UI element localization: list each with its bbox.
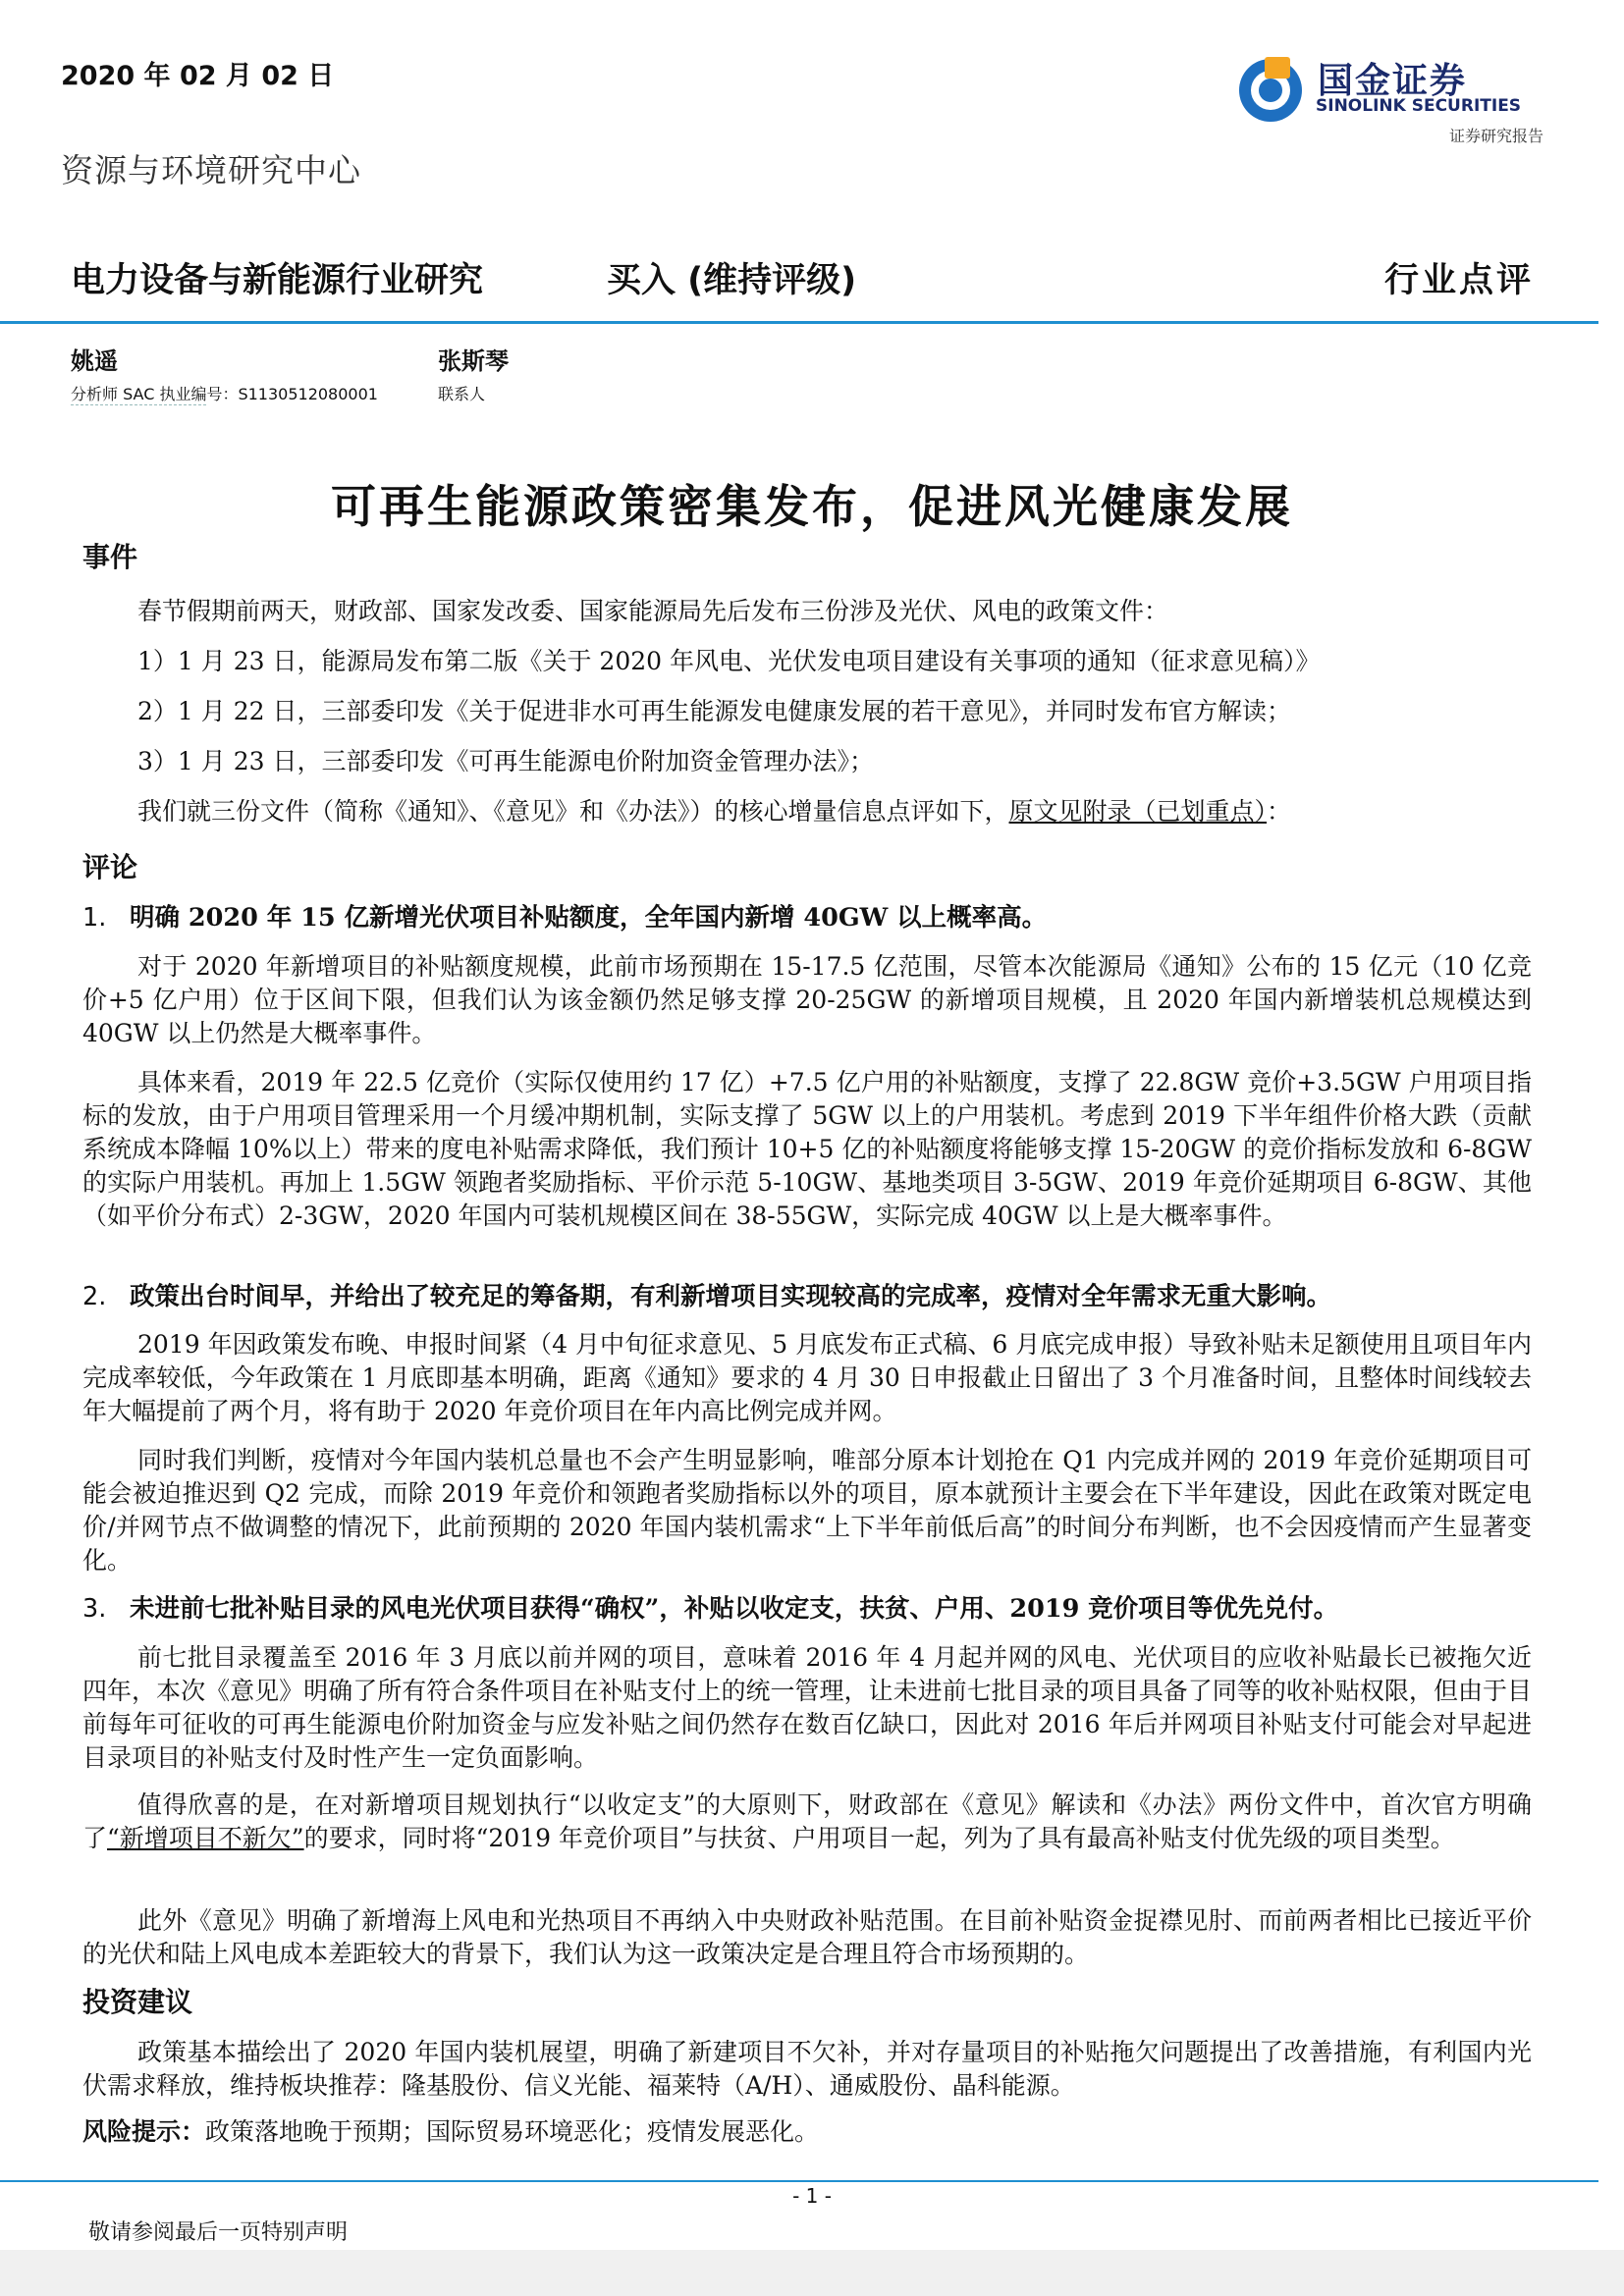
event-summary xyxy=(82,795,1532,828)
risk-label: 风险提示： xyxy=(82,2117,206,2146)
research-center: 资源与环境研究中心 xyxy=(61,151,361,189)
event-item-1: 1）1 月 23 日，能源局发布第二版《关于 2020 年风电、光伏发电项目建设有关事项的通知（征求意见稿）》 xyxy=(137,647,1321,675)
analyst-2 xyxy=(438,342,509,404)
analyst-1 xyxy=(71,342,378,404)
report-title: 可再生能源政策密集发布，促进风光健康发展 xyxy=(331,480,1293,533)
logo-subtitle: 证券研究报告 xyxy=(1448,127,1543,145)
point-3-paragraph-2 xyxy=(82,1789,1532,1855)
industry-title: 电力设备与新能源行业研究 xyxy=(71,261,484,300)
event-intro: 春节假期前两天，财政部、国家发改委、国家能源局先后发布三份涉及光伏、风电的政策文件： xyxy=(137,597,1169,625)
logo-chinese-name: 国金证券 xyxy=(1318,61,1468,101)
analyst-divider xyxy=(71,404,206,405)
sinolink-logo xyxy=(1235,51,1549,145)
heading-investment: 投资建议 xyxy=(82,1986,193,2018)
report-date: 2020 年 02 月 02 日 xyxy=(61,61,335,91)
event-summary-text: 我们就三份文件（简称《通知》、《意见》和《办法》）的核心增量信息点评如下， xyxy=(137,797,1009,826)
page-number: - 1 - xyxy=(792,2184,832,2208)
header-rule xyxy=(0,321,1598,324)
point-1-paragraph-1: 对于 2020 年新增项目的补贴额度规模，此前市场预期在 15-17.5 亿范围，尽管本次能源局《通知》公布的 15 亿元（10 亿竞价+5 亿户用）位于区间下限，但我们认为该金额仍然足够支撑 20-25GW 的新增项目规模，且 2020 年国内新增装机总规模达到 40GW 以上仍然是大概率事件。 xyxy=(82,952,1532,1047)
point-2-paragraph-2: 同时我们判断，疫情对今年国内装机总量也不会产生明显影响，唯部分原本计划抢在 Q1 内完成并网的 2019 年竞价延期项目可能会被迫推迟到 Q2 完成，而除 2019 年竞价和领跑者奖励指标以外的项目，原本就预计主要会在下半年建设，因此在政策对既定电价/并网节点不做调整的情况下，此前预期的 2020 年国内装机需求“上下半年前低后高”的时间分布判断，也不会因疫情而产生显著变化。 xyxy=(82,1446,1532,1575)
logo-english-name: SINOLINK SECURITIES xyxy=(1316,96,1522,116)
point-number: 2. xyxy=(82,1282,107,1311)
point-2-title xyxy=(82,1280,1532,1313)
point-title-text: 明确 2020 年 15 亿新增光伏项目补贴额度，全年国内新增 40GW 以上概率高。 xyxy=(130,903,1048,933)
point-title-text: 未进前七批补贴目录的风电光伏项目获得“确权”，补贴以收定支，扶贫、户用、2019 竞价项目等优先兑付。 xyxy=(130,1594,1339,1624)
sinolink-logo-icon xyxy=(1235,53,1306,124)
heading-comment: 评论 xyxy=(82,851,138,883)
point-3-paragraph-2-b: 的要求，同时将“2019 年竞价项目”与扶贫、户用项目一起，列为了具有最高补贴支付优先级的项目类型。 xyxy=(303,1824,1455,1852)
point-2-paragraph-1: 2019 年因政策发布晚、申报时间紧（4 月中旬征求意见、5 月底发布正式稿、6 月底完成申报）导致补贴未足额使用且项目年内完成率较低，今年政策在 1 月底即基本明确，距离《通知》要求的 4 月 30 日申报截止日留出了 3 个月准备时间，且整体时间线较去年大幅提前了两个月，将有助于 2020 年竞价项目在年内高比例完成并网。 xyxy=(82,1330,1532,1425)
point-3-paragraph-3: 此外《意见》明确了新增海上风电和光热项目不再纳入中央财政补贴范围。在目前补贴资金捉襟见肘、而前两者相比已接近平价的光伏和陆上风电成本差距较大的背景下，我们认为这一政策决定是合理且符合市场预期的。 xyxy=(82,1906,1532,1968)
disclaimer-note: 敬请参阅最后一页特别声明 xyxy=(88,2220,349,2245)
point-1-title xyxy=(82,901,1532,934)
event-summary-end: ： xyxy=(1267,797,1292,826)
appendix-link[interactable]: 原文见附录（已划重点） xyxy=(1008,797,1268,826)
analyst-name: 张斯琴 xyxy=(438,347,509,375)
point-3-paragraph-2-a: 值得欣喜的是，在对新增项目规划执行“以收定支”的大原则下，财政部在《意见》解读和《办法》两份文件中，首次官方明确了 xyxy=(82,1790,1532,1852)
event-item-3: 3）1 月 23 日，三部委印发《可再生能源电价附加资金管理办法》； xyxy=(137,747,874,775)
point-1-paragraph-2: 具体来看，2019 年 22.5 亿竞价（实际仅使用约 17 亿）+7.5 亿户用的补贴额度，支撑了 22.8GW 竞价+3.5GW 户用项目指标的发放，由于户用项目管理采用一个月缓冲期机制，实际支撑了 5GW 以上的户用装机。考虑到 2019 下半年组件价格大跌（贡献系统成本降幅 10%以上）带来的度电补贴需求降低，我们预计 10+5 亿的补贴额度将能够支撑 15-20GW 的竞价指标发放和 6-8GW 的实际户用装机。再加上 1.5GW 领跑者奖励指标、平价示范 5-10GW、基地类项目 3-5GW、2019 年竞价延期项目 6-8GW、其他（如平价分布式）2-3GW，2020 年国内可装机规模区间在 38-55GW，实际完成 40GW 以上是大概率事件。 xyxy=(82,1068,1532,1230)
underlined-phrase: “新增项目不新欠” xyxy=(107,1824,304,1852)
point-number: 1. xyxy=(82,903,107,933)
analyst-role: 联系人 xyxy=(438,385,486,403)
footer-rule xyxy=(0,2180,1598,2182)
point-3-title xyxy=(82,1592,1532,1626)
analyst-sac-number: 分析师 SAC 执业编号：S1130512080001 xyxy=(71,385,378,403)
event-item-2: 2）1 月 22 日，三部委印发《关于促进非水可再生能源发电健康发展的若干意见》，并同时发布官方解读； xyxy=(137,697,1291,725)
report-type: 行业点评 xyxy=(1383,260,1534,300)
risk-text: 政策落地晚于预期；国际贸易环境恶化；疫情发展恶化。 xyxy=(205,2117,820,2146)
investment-paragraph: 政策基本描绘出了 2020 年国内装机展望，明确了新建项目不欠补，并对存量项目的补贴拖欠问题提出了改善措施，有利国内光伏需求释放，维持板块推荐：隆基股份、信义光能、福莱特（A/H）、通威股份、晶科能源。 xyxy=(82,2038,1532,2100)
analyst-name: 姚遥 xyxy=(71,347,118,375)
point-title-text: 政策出台时间早，并给出了较充足的筹备期，有利新增项目实现较高的完成率，疫情对全年需求无重大影响。 xyxy=(130,1282,1332,1311)
risk-warning xyxy=(82,2112,819,2148)
rating: 买入 (维持评级) xyxy=(607,261,857,300)
heading-event: 事件 xyxy=(82,541,138,573)
point-number: 3. xyxy=(82,1594,107,1624)
point-3-paragraph-1: 前七批目录覆盖至 2016 年 3 月底以前并网的项目，意味着 2016 年 4 月起并网的风电、光伏项目的应收补贴最长已被拖欠近四年，本次《意见》明确了所有符合条件项目在补贴支付上的统一管理，让未进前七批目录的项目具备了同等的收补贴权限，但由于目前每年可征收的可再生能源电价附加资金与应发补贴之间仍然存在数百亿缺口，因此对 2016 年后并网项目补贴支付可能会对早起进目录项目的补贴支付及时性产生一定负面影响。 xyxy=(82,1643,1532,1772)
bottom-band xyxy=(0,2250,1624,2296)
